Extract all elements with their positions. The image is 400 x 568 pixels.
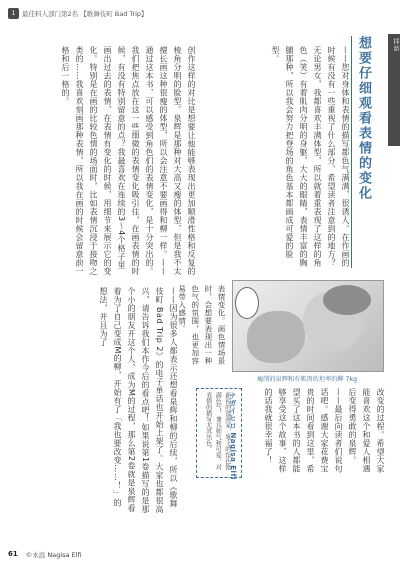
page-header [8, 7, 198, 20]
footer-credit: ©永远 Nagisa Elfi [25, 550, 82, 559]
interview-column-c: 表情变化。画色情场景时，会想要表现出一种色气的氛围，也更加容易带入感情。 [177, 285, 226, 365]
manga-panel [232, 280, 384, 372]
interview-column-a: ——您对身体和表情的描写都色气满满，很诱人。在作画的时候有没有一些重视了什么部分，希望读者注意到的地方？无论男女，我都喜欢丰满体型，所以就着重表现了这样的角色（笑）有着肌肉分明的身躯，大大的眼睛，表情丰富的胸脯那种，所以我会努力把登场的角色基本都画成可爱的脸型。 [271, 46, 350, 267]
speech-bubble [235, 287, 259, 319]
author-name: ナガイヒロ Nagisa Elfi [229, 392, 237, 480]
side-strip-label: 採訪 [392, 38, 399, 52]
header-text: 最佳料人部门第2名 【歌舞伎町 Bad Trip】 [22, 10, 148, 18]
interview-column-d: ——因为很多人都表示还想看泉辉和柳的后续，所以《歌舞伎町 Bad Trip 2》的电子单话也开始上架了。大家也都很高兴，请告诉我们本作今后的看点吧！如果说第1卷描写的是那个小的朋友开这个人，成为M的过程，那么第2卷就是泉辉看着为了自己变成M的柳，开始有了「我也要改变……！」的想法，并且为了 [99, 287, 178, 514]
interview-column-e: 改变的过程。希望大家能喜欢这个和爱人相遇后变得勇敢的泉辉。——最后向读者们说句话吧。感谢大家花费宝贵的时间看到这里，希望买了这本书的人都能够享受这个故事，这样的话我就很幸福了！ [264, 388, 385, 473]
side-strip [388, 34, 400, 146]
page-footer [8, 548, 208, 560]
interview-column-b: 创作这样的对比是想要让他能够表现出更加顺滑性格和反复的棱角分明的脸型。泉辉是那种对大高又瘦的体型，但是我不太擅长画这种很瘦的体型，所以会注意不要画得和柳一样。——通过这本书，可以感受到角色们的表情变化，是十分突出的。我们把焦点放在这一些细微的表情变化吸引住，在画表情的时候，有没有特别留意的点？我最喜欢在连续的3～4个格子里画出过去的表情，在表情有变化的时候，用细节来展示它的变化。特别是在画的比较色情的场面时，比如表情沉浸于接吻之类的……我喜欢刻画那种表情，所以我在画的时候会留意前一格和后一格的。 [61, 46, 196, 276]
page-number: 61 [8, 550, 18, 558]
figure-caption: 瘦削的泉辉和有肌肉的坦率的柳 7kg [256, 376, 358, 383]
section-title: 想要仔细观看表情的变化 [356, 36, 371, 201]
author-description: 新锐的漫画家，笔下的角色饱满色气，兼具帅气和可爱，对表情的描写尤其出色。 [204, 392, 231, 470]
figure-shape [247, 311, 305, 363]
chapter-badge: 1 [8, 8, 19, 19]
figure-shape [323, 285, 371, 315]
